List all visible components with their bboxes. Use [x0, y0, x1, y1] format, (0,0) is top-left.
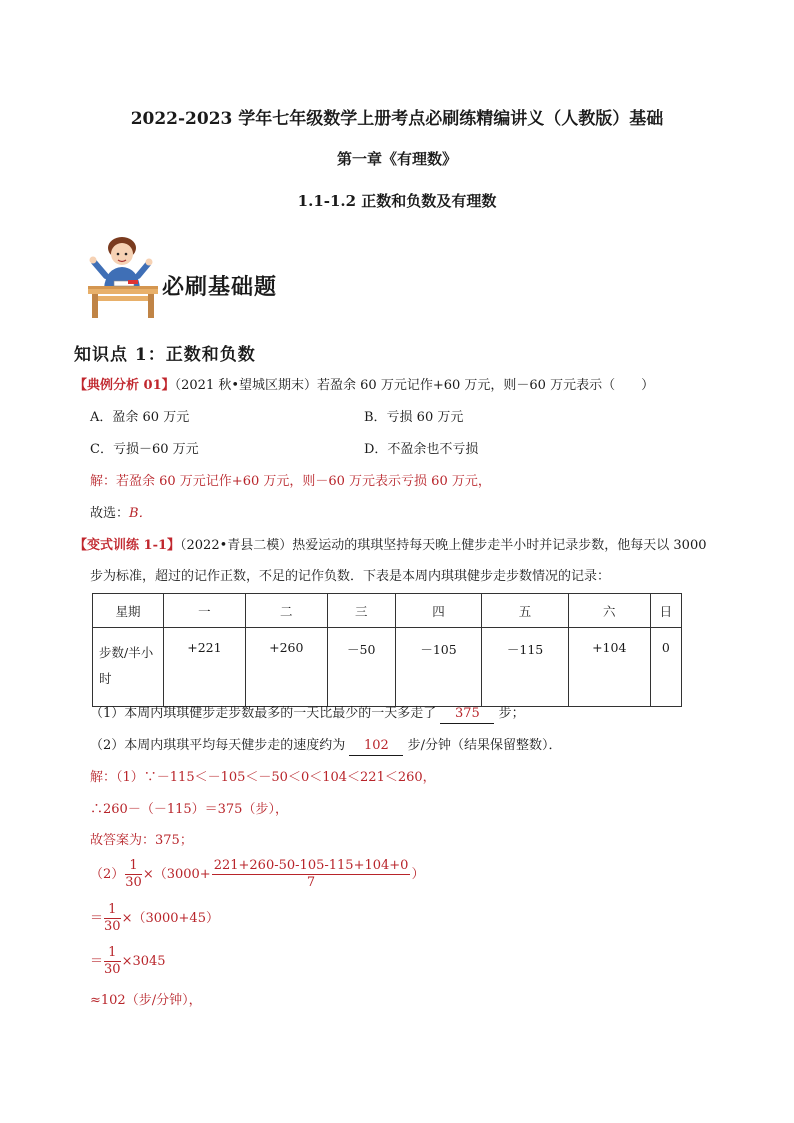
answer-value: B． [129, 506, 152, 521]
fraction-denominator: 7 [306, 875, 316, 890]
table-cell: 日 [650, 594, 681, 628]
q1-suffix: 步； [498, 706, 525, 721]
variant-source: （2022•青县二模） [180, 538, 293, 553]
fraction-denominator: 30 [125, 875, 142, 890]
example-tag: 【典例分析 01】 [74, 378, 175, 393]
banner-title: 必刷基础题 [162, 274, 278, 300]
q2-answer: 102 [349, 737, 403, 756]
sol6-rest: ×3045 [121, 954, 166, 969]
variant-tag: 【变式训练 1-1】 [74, 538, 181, 553]
table-cell: 四 [395, 594, 482, 628]
option-b: B．亏损 60 万元 [364, 410, 464, 425]
fraction [104, 945, 121, 978]
fraction [104, 902, 121, 935]
table-cell: 六 [568, 594, 650, 628]
table-cell: 0 [650, 628, 681, 707]
solution-line-6 [90, 945, 166, 978]
variant-text-2: 步为标准，超过的记作正数，不足的记作负数．下表是本周内琪琪健步走步数情况的记录： [90, 569, 611, 584]
equals-sign: ＝ [90, 911, 104, 926]
table-cell: +221 [164, 628, 246, 707]
row-label-line-2: 时 [99, 671, 112, 686]
fraction-numerator: 1 [104, 945, 121, 962]
option-c: C．亏损－60 万元 [90, 442, 199, 457]
solution-line-3: 故答案为：375； [90, 833, 193, 848]
example-answer [90, 505, 152, 523]
variant-question [74, 537, 707, 555]
equals-sign: ＝ [90, 954, 104, 969]
solution-line-5 [90, 902, 219, 935]
steps-table [92, 593, 682, 707]
option-a: A．盈余 60 万元 [90, 410, 190, 425]
sol4-prefix: （2） [90, 867, 125, 882]
table-row [93, 628, 682, 707]
fraction-denominator: 30 [104, 962, 121, 977]
table-cell: 星期 [93, 594, 164, 628]
sol4-end: ） [411, 867, 425, 882]
question-1 [90, 705, 525, 724]
table-cell: 三 [327, 594, 395, 628]
teacher-at-desk-icon [84, 230, 164, 320]
example-solution: 解：若盈余 60 万元记作+60 万元，则－60 万元表示亏损 60 万元， [90, 474, 491, 489]
example-question [74, 377, 654, 395]
example-question-text: 若盈余 60 万元记作+60 万元，则－60 万元表示（ ） [317, 378, 655, 393]
q2-suffix: 步/分钟（结果保留整数）． [407, 738, 562, 753]
table-cell: +104 [568, 628, 650, 707]
fraction-numerator: 221+260-50-105-115+104+0 [213, 858, 409, 873]
q1-answer: 375 [440, 705, 494, 724]
variant-text-1: 热爱运动的琪琪坚持每天晚上健步走半小时并记录步数，他每天以 3000 [292, 538, 707, 553]
solution-line-2: ∴260－（－115）＝375（步）， [90, 802, 288, 817]
q2-text: （2）本周内琪琪平均每天健步走的速度约为 [90, 738, 346, 753]
table-header-row [93, 594, 682, 628]
example-source: （2021 秋•望城区期末） [174, 378, 318, 393]
document-title: 2022-2023 学年七年级数学上册考点必刷练精编讲义（人教版）基础 [130, 109, 664, 129]
row-label-line-1: 步数/半小 [99, 645, 154, 660]
solution-line-7: ≈102（步/分钟）， [90, 993, 202, 1008]
table-cell: 一 [164, 594, 246, 628]
section-title: 1.1-1.2 正数和负数及有理数 [297, 192, 497, 210]
chapter-title: 第一章《有理数》 [336, 150, 457, 168]
solution-line-4 [90, 858, 424, 891]
option-d: D．不盈余也不亏损 [364, 442, 479, 457]
fraction-numerator: 1 [104, 902, 121, 919]
row-label [93, 628, 164, 707]
question-2 [90, 737, 561, 756]
fraction-numerator: 1 [125, 858, 142, 875]
table-cell: －105 [395, 628, 482, 707]
table-cell: 五 [482, 594, 569, 628]
q1-text: （1）本周内琪琪健步走步数最多的一天比最少的一天多走了 [90, 706, 437, 721]
answer-prefix: 故选： [90, 506, 130, 521]
table-cell: 二 [245, 594, 327, 628]
fraction-average [212, 858, 411, 891]
table-cell: －115 [482, 628, 569, 707]
sol5-rest: ×（3000+45） [121, 911, 219, 926]
fraction [125, 858, 142, 891]
sol4-mid: ×（3000+ [142, 867, 211, 882]
table-cell: －50 [327, 628, 395, 707]
fraction-denominator: 30 [104, 919, 121, 934]
solution-line-1: 解：（1）∵－115＜－105＜－50＜0＜104＜221＜260， [90, 770, 436, 785]
knowledge-point-heading: 知识点 1：正数和负数 [74, 345, 256, 365]
table-cell: +260 [245, 628, 327, 707]
